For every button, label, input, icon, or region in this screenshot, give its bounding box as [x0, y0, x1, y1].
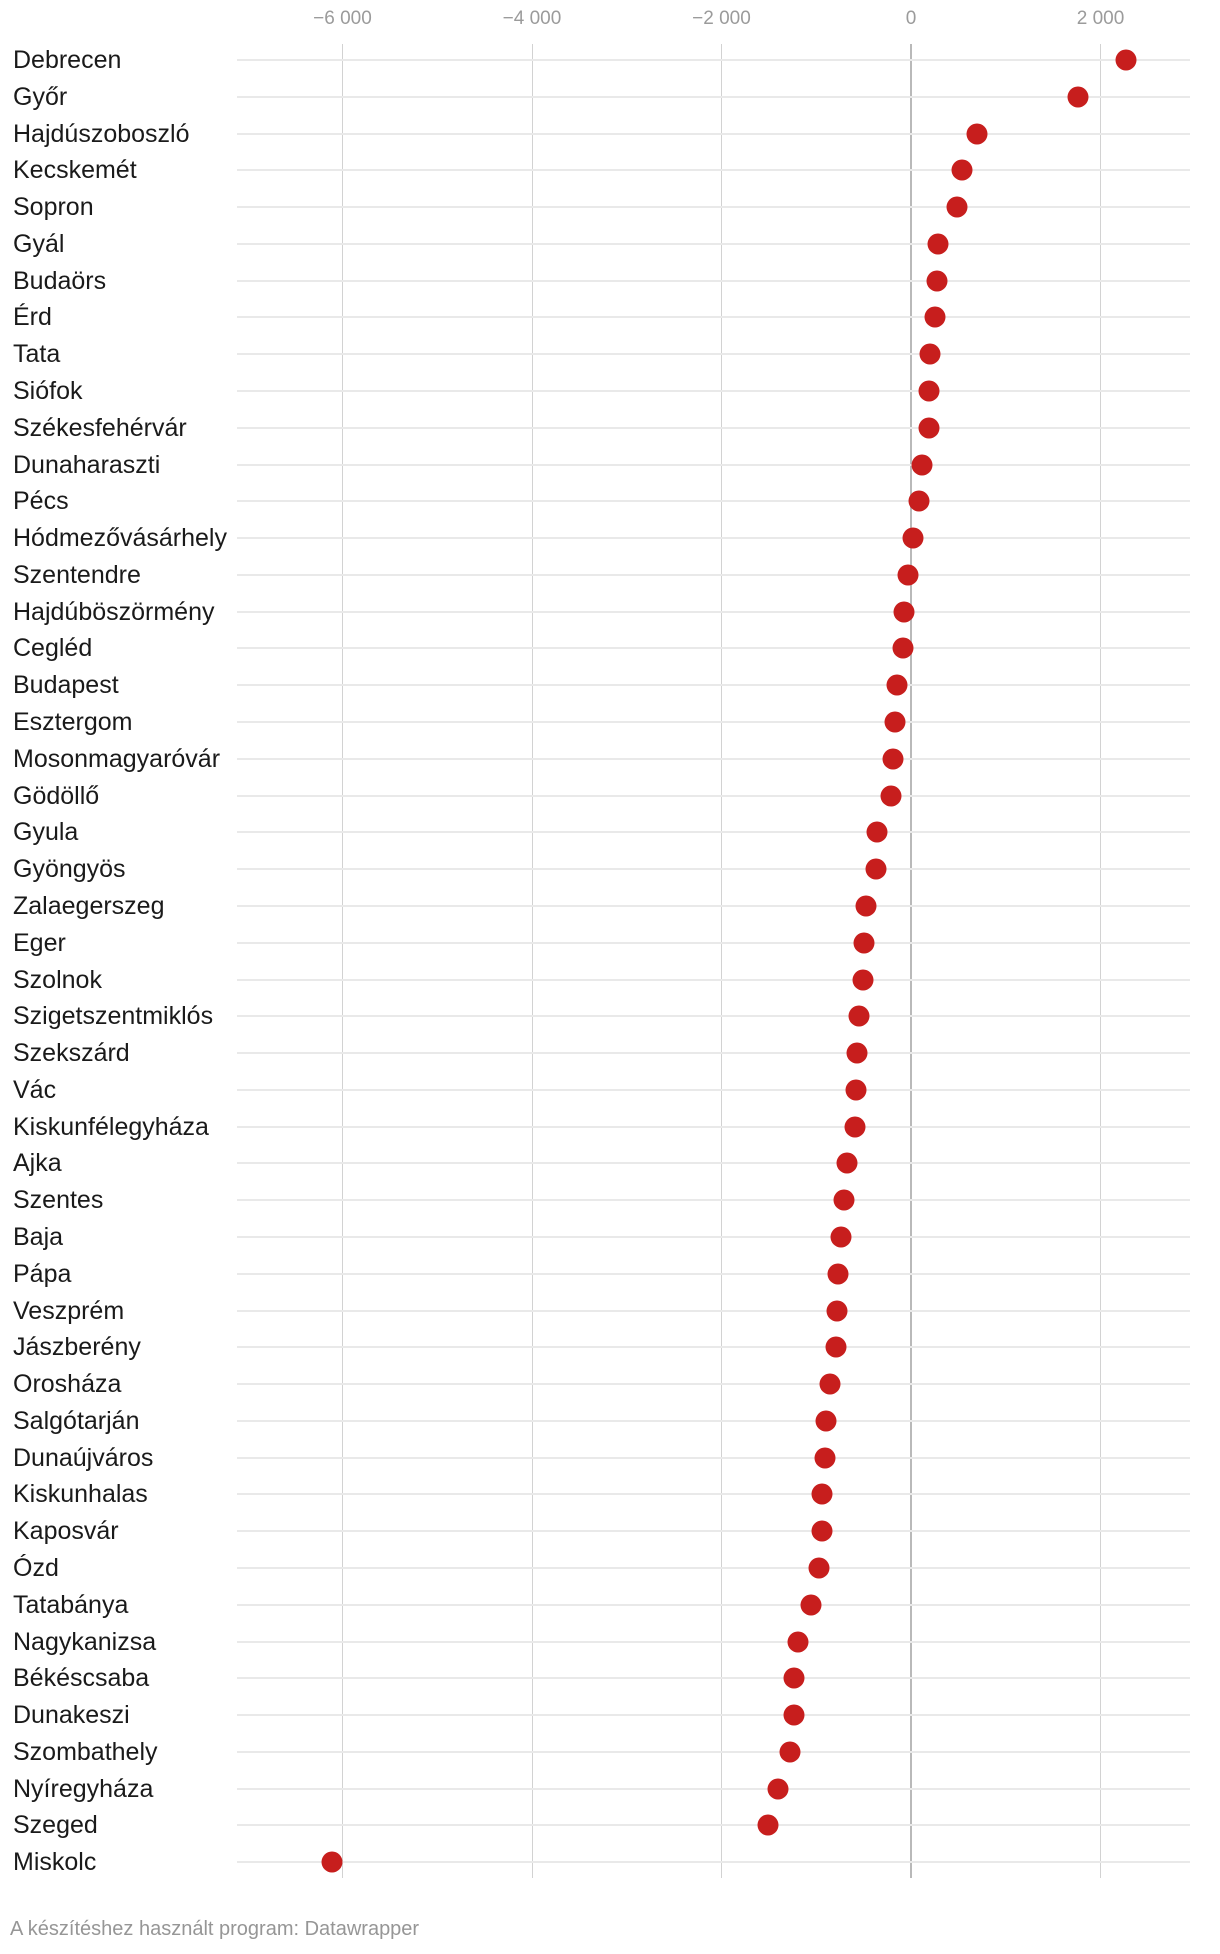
row-line — [237, 1310, 1190, 1312]
category-label: Szolnok — [13, 965, 102, 994]
category-label: Szentendre — [13, 560, 141, 589]
category-label: Salgótarján — [13, 1406, 140, 1435]
data-point — [894, 601, 915, 622]
category-label: Hajdúszoboszló — [13, 119, 190, 148]
category-label: Pécs — [13, 487, 69, 516]
row-line — [237, 1493, 1190, 1495]
data-point — [780, 1741, 801, 1762]
data-point — [811, 1521, 832, 1542]
category-label: Eger — [13, 928, 66, 957]
data-point — [322, 1852, 343, 1873]
category-label: Zalaegerszeg — [13, 891, 165, 920]
data-point — [845, 1079, 866, 1100]
row-line — [237, 1567, 1190, 1569]
data-point — [1116, 50, 1137, 71]
row-line — [237, 795, 1190, 797]
data-point — [819, 1374, 840, 1395]
row-line — [237, 574, 1190, 576]
data-point — [827, 1263, 848, 1284]
category-label: Budapest — [13, 671, 119, 700]
row-line — [237, 464, 1190, 466]
x-axis-tick-label: −2 000 — [692, 8, 751, 29]
row-line — [237, 243, 1190, 245]
data-point — [897, 564, 918, 585]
row-line — [237, 868, 1190, 870]
row-line — [237, 537, 1190, 539]
category-label: Vác — [13, 1075, 57, 1104]
data-point — [947, 197, 968, 218]
category-label: Miskolc — [13, 1848, 97, 1877]
data-point — [833, 1190, 854, 1211]
category-label: Esztergom — [13, 708, 133, 737]
row-line — [237, 942, 1190, 944]
category-label: Érd — [13, 303, 52, 332]
data-point — [866, 822, 887, 843]
row-line — [237, 684, 1190, 686]
category-label: Dunakeszi — [13, 1701, 130, 1730]
category-label: Szeged — [13, 1811, 98, 1840]
category-label: Dunaújváros — [13, 1443, 154, 1472]
x-axis-tick-label: 0 — [905, 8, 917, 29]
row-line — [237, 1089, 1190, 1091]
row-line — [237, 280, 1190, 282]
data-point — [767, 1778, 788, 1799]
category-label: Kaposvár — [13, 1517, 119, 1546]
category-label: Hódmezővásárhely — [13, 524, 227, 553]
category-label: Szigetszentmiklós — [13, 1002, 214, 1031]
data-point — [815, 1410, 836, 1431]
row-line — [237, 905, 1190, 907]
category-label: Gyula — [13, 818, 79, 847]
category-label: Szentes — [13, 1186, 104, 1215]
category-label: Debrecen — [13, 46, 122, 74]
row-line — [237, 1604, 1190, 1606]
row-line — [237, 721, 1190, 723]
row-line — [237, 1751, 1190, 1753]
data-point — [884, 712, 905, 733]
row-line — [237, 1824, 1190, 1826]
row-line — [237, 1861, 1190, 1863]
category-label: Hajdúböszörmény — [13, 597, 215, 626]
row-line — [237, 758, 1190, 760]
row-line — [237, 133, 1190, 135]
category-label: Budaörs — [13, 266, 107, 295]
data-point — [757, 1815, 778, 1836]
row-line — [237, 500, 1190, 502]
data-point — [826, 1300, 847, 1321]
data-point — [784, 1668, 805, 1689]
category-label: Székesfehérvár — [13, 413, 187, 442]
category-label: Orosháza — [13, 1370, 122, 1399]
data-point — [926, 270, 947, 291]
category-label: Tatabánya — [13, 1590, 129, 1619]
row-line — [237, 1714, 1190, 1716]
row-line — [237, 1383, 1190, 1385]
row-line — [237, 1126, 1190, 1128]
data-point — [883, 748, 904, 769]
row-line — [237, 1162, 1190, 1164]
data-point — [920, 344, 941, 365]
category-label: Veszprém — [13, 1296, 125, 1325]
category-label: Gyál — [13, 229, 65, 258]
data-point — [825, 1337, 846, 1358]
data-point — [886, 675, 907, 696]
data-point — [836, 1153, 857, 1174]
category-label: Szekszárd — [13, 1039, 130, 1068]
row-line — [237, 647, 1190, 649]
x-axis-tick-label: −6 000 — [313, 8, 372, 29]
row-line — [237, 1199, 1190, 1201]
row-line — [237, 1641, 1190, 1643]
row-line — [237, 1420, 1190, 1422]
data-point — [812, 1484, 833, 1505]
data-point — [903, 528, 924, 549]
category-label: Tata — [13, 340, 61, 369]
row-line — [237, 1457, 1190, 1459]
row-line — [237, 1346, 1190, 1348]
category-label: Ózd — [13, 1553, 59, 1582]
category-label: Nyíregyháza — [13, 1774, 154, 1803]
row-line — [237, 206, 1190, 208]
category-label: Győr — [13, 82, 68, 111]
category-label: Ajka — [13, 1149, 62, 1178]
category-label: Dunaharaszti — [13, 450, 161, 479]
row-line — [237, 1015, 1190, 1017]
data-point — [967, 123, 988, 144]
data-point — [880, 785, 901, 806]
category-label: Baja — [13, 1222, 64, 1251]
category-label: Kiskunfélegyháza — [13, 1112, 209, 1141]
row-line — [237, 169, 1190, 171]
category-label: Gödöllő — [13, 781, 100, 810]
row-line — [237, 59, 1190, 61]
row-line — [237, 1788, 1190, 1790]
data-point — [852, 969, 873, 990]
category-label: Kiskunhalas — [13, 1480, 148, 1509]
data-point — [787, 1631, 808, 1652]
data-point — [865, 859, 886, 880]
row-line — [237, 1052, 1190, 1054]
data-point — [830, 1226, 851, 1247]
row-line — [237, 831, 1190, 833]
data-point — [801, 1594, 822, 1615]
footer-credit: A készítéshez használt program: Datawrapper — [10, 1918, 420, 1940]
category-label: Siófok — [13, 377, 83, 406]
row-line — [237, 1273, 1190, 1275]
category-label: Jászberény — [13, 1333, 141, 1362]
data-point — [908, 491, 929, 512]
data-point — [846, 1043, 867, 1064]
data-point — [919, 381, 940, 402]
data-point — [924, 307, 945, 328]
data-point — [844, 1116, 865, 1137]
category-label: Gyöngyös — [13, 855, 126, 884]
row-line — [237, 1530, 1190, 1532]
data-point — [893, 638, 914, 659]
category-label: Mosonmagyaróvár — [13, 744, 221, 773]
row-line — [237, 353, 1190, 355]
x-axis-tick-label: −4 000 — [502, 8, 562, 29]
data-point — [848, 1006, 869, 1027]
data-point — [1067, 86, 1088, 107]
x-axis-tick-label: 2 000 — [1076, 8, 1125, 29]
data-point — [919, 417, 940, 438]
category-label: Sopron — [13, 193, 94, 222]
row-line — [237, 1236, 1190, 1238]
category-label: Cegléd — [13, 634, 93, 663]
data-point — [951, 160, 972, 181]
data-point — [809, 1557, 830, 1578]
data-point — [911, 454, 932, 475]
row-line — [237, 611, 1190, 613]
data-point — [928, 233, 949, 254]
data-point — [783, 1705, 804, 1726]
category-label: Pápa — [13, 1259, 72, 1288]
row-line — [237, 96, 1190, 98]
row-line — [237, 390, 1190, 392]
category-label: Nagykanizsa — [13, 1627, 157, 1656]
category-label: Szombathely — [13, 1737, 158, 1766]
data-point — [855, 895, 876, 916]
row-line — [237, 427, 1190, 429]
row-line — [237, 316, 1190, 318]
row-line — [237, 979, 1190, 981]
category-label: Békéscsaba — [13, 1664, 150, 1693]
category-label: Kecskemét — [13, 156, 137, 185]
data-point — [815, 1447, 836, 1468]
data-point — [854, 932, 875, 953]
row-line — [237, 1677, 1190, 1679]
